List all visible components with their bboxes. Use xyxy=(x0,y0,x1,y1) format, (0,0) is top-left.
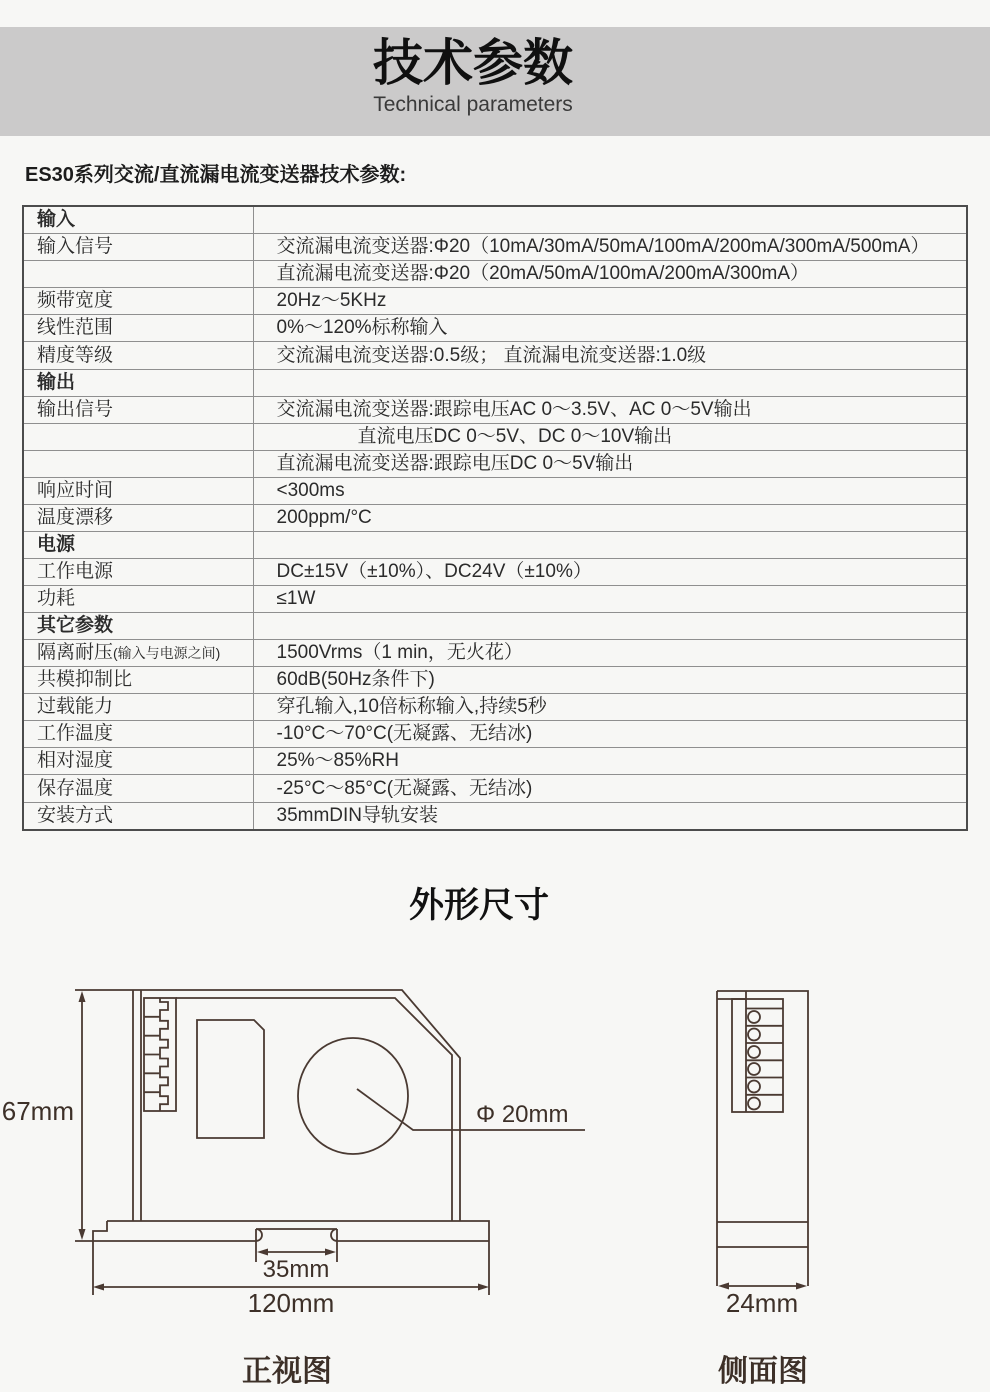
row-value: 交流漏电流变送器:0.5级； 直流漏电流变送器:1.0级 xyxy=(253,342,967,369)
table-row xyxy=(23,288,967,315)
dim-width-arrow-left xyxy=(93,1284,104,1291)
table-row xyxy=(23,802,967,830)
front-hole-circle xyxy=(298,1038,408,1154)
row-label: 过载能力 xyxy=(23,694,253,721)
table-row xyxy=(23,775,967,802)
row-label: 温度漂移 xyxy=(23,504,253,531)
row-value: 交流漏电流变送器:跟踪电压AC 0～3.5V、AC 0～5V输出 xyxy=(253,396,967,423)
dim-height-label: 67mm xyxy=(1,1096,74,1126)
page-subtitle: Technical parameters xyxy=(373,93,573,116)
side-terminal-hole xyxy=(748,1046,760,1058)
dim-width-arrow-right xyxy=(478,1284,489,1291)
row-label: 工作温度 xyxy=(23,721,253,748)
row-value: <300ms xyxy=(253,477,967,504)
spec-table xyxy=(22,205,968,831)
row-value: 60dB(50Hz条件下) xyxy=(253,667,967,694)
row-label: 输出信号 xyxy=(23,396,253,423)
row-label: 相对湿度 xyxy=(23,748,253,775)
table-row xyxy=(23,558,967,585)
front-label-plate xyxy=(197,1020,264,1138)
row-value: ≤1W xyxy=(253,586,967,613)
row-label-note: (输入与电源之间) xyxy=(113,645,221,662)
side-base-lines xyxy=(717,1222,808,1247)
dimensions-heading: 外形尺寸 xyxy=(408,886,549,925)
table-row xyxy=(23,748,967,775)
row-value xyxy=(253,531,967,558)
dim-slot-arrow-right xyxy=(325,1249,336,1256)
row-label: 工作电源 xyxy=(23,558,253,585)
row-value: 20Hz～5KHz xyxy=(253,288,967,315)
side-terminal-hole xyxy=(748,1081,760,1093)
page-title: 技术参数 xyxy=(373,35,573,91)
row-label xyxy=(23,640,253,667)
row-label: 共模抑制比 xyxy=(23,667,253,694)
row-label: 输出 xyxy=(23,369,253,396)
dim-depth-label: 24mm xyxy=(725,1288,799,1318)
header-inner xyxy=(0,36,968,117)
dimension-drawings xyxy=(0,950,990,1392)
table-row xyxy=(23,423,967,450)
row-value: 直流漏电流变送器:Φ20（20mA/50mA/100mA/200mA/300mA） xyxy=(253,261,967,288)
side-terminal-dividers xyxy=(746,999,783,1112)
table-row xyxy=(23,721,967,748)
dim-height-arrow-down xyxy=(79,1229,86,1240)
row-label: 频带宽度 xyxy=(23,288,253,315)
table-row xyxy=(23,477,967,504)
intro-line: ES30系列交流/直流漏电流变送器技术参数: xyxy=(25,164,407,186)
row-value: 35mmDIN导轨安装 xyxy=(253,802,967,830)
row-value xyxy=(253,613,967,640)
row-value: -10°C～70°C(无凝露、无结冰) xyxy=(253,721,967,748)
row-value: 穿孔输入,10倍标称输入,持续5秒 xyxy=(253,694,967,721)
row-label: 输入 xyxy=(23,206,253,234)
row-value: 1500Vrms（1 min，无火花） xyxy=(253,640,967,667)
table-row xyxy=(23,261,967,288)
row-value: 直流电压DC 0～5V、DC 0～10V输出 xyxy=(253,423,967,450)
row-label-main: 隔离耐压 xyxy=(37,642,114,664)
table-row xyxy=(23,504,967,531)
row-label: 线性范围 xyxy=(23,315,253,342)
side-terminal-hole xyxy=(748,1011,760,1023)
front-view-caption: 正视图 xyxy=(242,1355,332,1388)
row-label: 其它参数 xyxy=(23,613,253,640)
row-label: 保存温度 xyxy=(23,775,253,802)
row-value: 0%～120%标称输入 xyxy=(253,315,967,342)
table-row xyxy=(23,694,967,721)
header-band xyxy=(0,27,990,136)
row-label: 输入信号 xyxy=(23,234,253,261)
side-view-drawing xyxy=(717,991,808,1388)
table-row xyxy=(23,315,967,342)
side-terminal-hole xyxy=(748,1029,760,1041)
row-label xyxy=(23,261,253,288)
table-row xyxy=(23,342,967,369)
row-label: 精度等级 xyxy=(23,342,253,369)
table-row xyxy=(23,613,967,640)
row-value: 交流漏电流变送器:Φ20（10mA/30mA/50mA/100mA/200mA/300mA/500mA） xyxy=(253,234,967,261)
row-value: 25%～85%RH xyxy=(253,748,967,775)
row-label xyxy=(23,450,253,477)
table-row xyxy=(23,531,967,558)
side-terminal-hole xyxy=(748,1098,760,1110)
front-body-outline xyxy=(75,990,460,1221)
side-terminal-hole xyxy=(748,1063,760,1075)
row-value: 200ppm/°C xyxy=(253,504,967,531)
row-value: 直流漏电流变送器:跟踪电压DC 0～5V输出 xyxy=(253,450,967,477)
row-value xyxy=(253,206,967,234)
dim-width-label: 120mm xyxy=(247,1288,335,1318)
row-value xyxy=(253,369,967,396)
row-label xyxy=(23,423,253,450)
side-body-outline xyxy=(717,991,808,1286)
table-row xyxy=(23,450,967,477)
row-label: 响应时间 xyxy=(23,477,253,504)
table-row xyxy=(23,667,967,694)
table-row xyxy=(23,369,967,396)
table-row xyxy=(23,640,967,667)
table-row xyxy=(23,396,967,423)
row-label: 功耗 xyxy=(23,586,253,613)
front-view-drawing xyxy=(2,990,585,1388)
table-row xyxy=(23,586,967,613)
row-value: DC±15V（±10%）、DC24V（±10%） xyxy=(253,558,967,585)
dim-slot-arrow-left xyxy=(257,1249,268,1256)
dim-height-arrow-up xyxy=(79,991,86,1002)
front-body-inner-line xyxy=(176,998,452,1221)
side-view-caption: 侧面图 xyxy=(718,1355,808,1388)
dim-hole-label: Φ 20mm xyxy=(476,1101,569,1128)
dim-slot-label: 35mm xyxy=(262,1256,330,1283)
front-terminal-steps xyxy=(144,998,168,1111)
row-label: 电源 xyxy=(23,531,253,558)
table-row xyxy=(23,206,967,234)
row-value: -25°C～85°C(无凝露、无结冰) xyxy=(253,775,967,802)
table-row xyxy=(23,234,967,261)
row-label: 安装方式 xyxy=(23,802,253,830)
front-base-outline xyxy=(93,1221,489,1241)
